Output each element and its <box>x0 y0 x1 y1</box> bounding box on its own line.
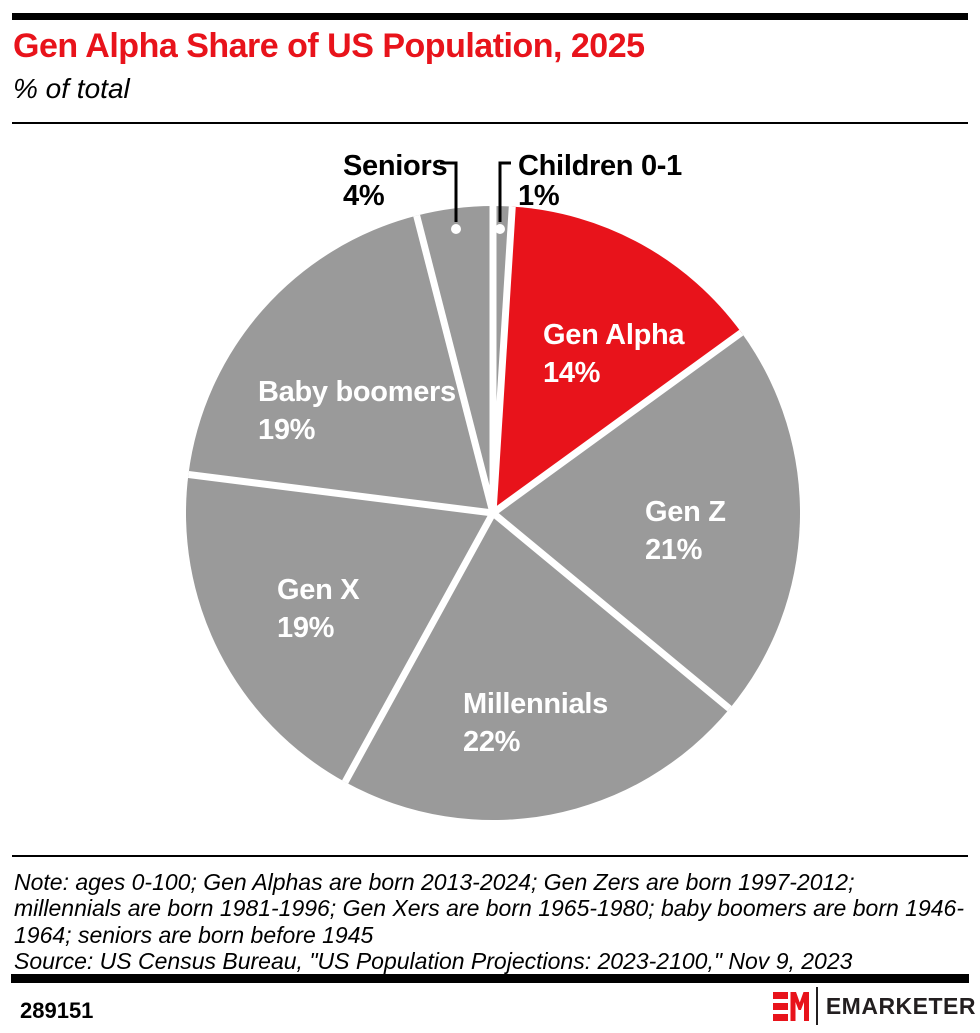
callout-dot-seniors <box>451 224 461 234</box>
pie-label-children-0-1: Children 0-1 <box>518 150 682 182</box>
pie-value-gen-z: 21% <box>645 534 703 566</box>
pie-label-gen-z: Gen Z <box>645 496 726 528</box>
source-line: Source: US Census Bureau, "US Population Projections: 2023-2100," Nov 9, 2023 <box>14 948 853 975</box>
pie-value-seniors: 4% <box>343 180 385 212</box>
notes-divider <box>12 855 968 857</box>
pie-label-millennials: Millennials <box>463 688 608 720</box>
chart-notes <box>14 869 964 975</box>
emarketer-logo <box>773 987 976 1025</box>
pie-value-gen-x: 19% <box>277 612 335 644</box>
pie-value-baby-boomers: 19% <box>258 414 316 446</box>
pie-label-seniors: Seniors <box>343 150 448 182</box>
chart-subtitle: % of total <box>13 73 130 104</box>
pie-label-baby-boomers: Baby boomers <box>258 376 456 408</box>
note-line: 1964; seniors are born before 1945 <box>14 921 374 948</box>
chart-id: 289151 <box>20 998 94 1023</box>
note-line: Note: ages 0-100; Gen Alphas are born 2013-2024; Gen Zers are born 1997-2012; <box>14 869 855 895</box>
pie-value-millennials: 22% <box>463 726 521 758</box>
bottom-accent-bar <box>11 974 969 983</box>
pie-label-gen-x: Gen X <box>277 574 360 606</box>
pie-value-children-0-1: 1% <box>518 180 560 212</box>
pie-label-gen-alpha: Gen Alpha <box>543 319 685 351</box>
pie-value-gen-alpha: 14% <box>543 357 601 389</box>
note-line: millennials are born 1981-1996; Gen Xers are born 1965-1980; baby boomers are born 1946- <box>14 895 964 922</box>
chart-title: Gen Alpha Share of US Population, 2025 <box>13 27 645 65</box>
callout-dot-children-0-1 <box>495 224 505 234</box>
brand-name: EMARKETER <box>825 992 976 1019</box>
logo-divider <box>816 987 818 1025</box>
em-logo-icon <box>773 992 809 1021</box>
